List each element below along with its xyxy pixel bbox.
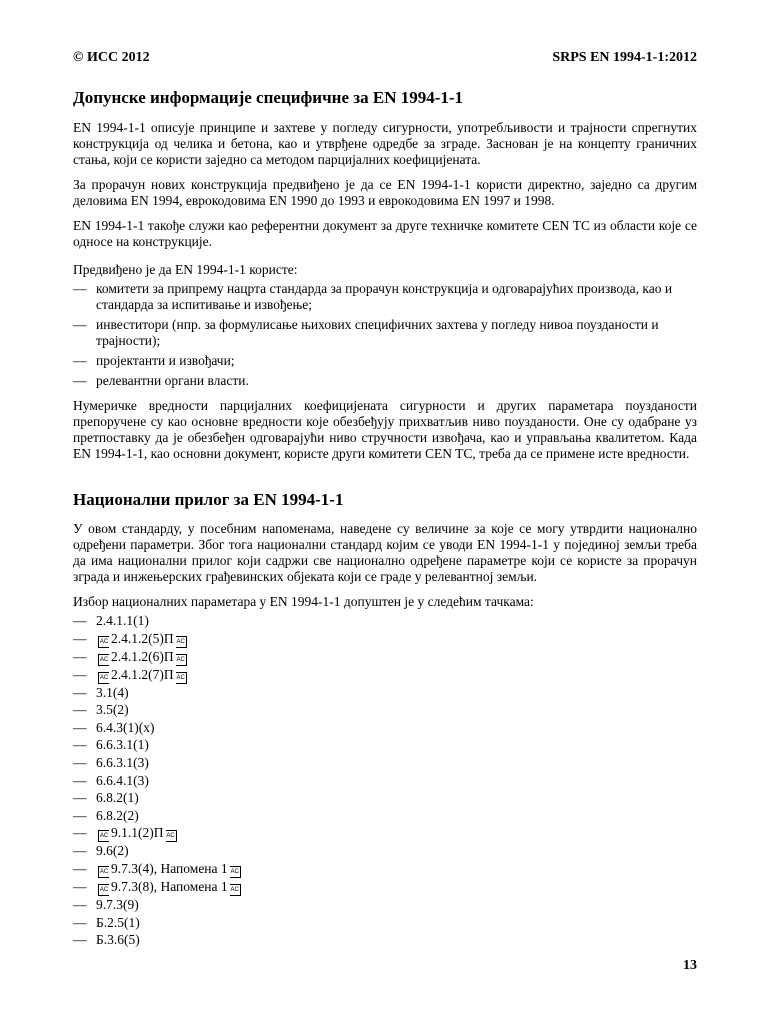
clauses-list: [73, 612, 697, 949]
list-item: — комитети за припрему нацрта стандарда за прорачун конструкција и одговарајућих производа, као и стандарда за испитивање и извођење;: [73, 281, 673, 312]
list-item: — AC 9.7.3(8), Напомена 1 AC: [73, 878, 239, 894]
clause-ref: 3.1(4): [96, 684, 129, 700]
paragraph-intended-users: Предвиђено је да EN 1994-1-1 користе:: [73, 262, 298, 277]
clause-ref: 9.1.1(2)П: [111, 825, 164, 841]
list-item: — AC 2.4.1.2(6)П AC: [73, 648, 185, 664]
clause-ref: Б.3.6(5): [96, 932, 140, 948]
list-item: — 6.6.3.1(3): [73, 754, 149, 770]
list-item: — 9.7.3(9): [73, 896, 139, 912]
list-item: — AC 9.1.1(2)П AC: [73, 825, 175, 841]
list-item: — 3.1(4): [73, 684, 129, 700]
ac-start-icon: AC: [98, 654, 109, 666]
list-item: — релевантни органи власти.: [73, 373, 249, 388]
clause-ref: 6.8.2(2): [96, 807, 139, 823]
list-item: — Б.3.6(5): [73, 932, 140, 948]
list-item: — 6.8.2(1): [73, 790, 139, 806]
users-list: [73, 281, 697, 393]
paragraph-scope: EN 1994-1-1 описује принципе и захтеве у погледу сигурности, употребљивости и трајности спрегнутих конструкција од челика и бетона, као и утврђене одредбе за зграде. Заснован је на концепту граничних стања, који се користи заједно са методом парцијалних коефицијената.: [73, 120, 697, 167]
list-item: — 2.4.1.1(1): [73, 613, 149, 628]
clause-ref: Б.2.5(1): [96, 914, 140, 930]
paragraph-reference-document: EN 1994-1-1 такође служи као референтни документ за друге техничке комитете CEN TC из области које се односе на конструкције.: [73, 218, 697, 249]
paragraph-numerical-values: Нумеричке вредности парцијалних коефицијената сигурности и других параметара поузданости препоручене су као основне вредности које обезбеђују прихватљив ниво поузданости. Оне су одабране уз претпоставку да је обезбеђен одговарајући ниво стручности извођача, као и управљања квалитетом. Када EN 1994-1-1, као основни документ, користе други комитети CEN TC, треба да се примене исте вредности.: [73, 398, 697, 461]
ac-start-icon: AC: [98, 866, 109, 878]
list-item: — AC 2.4.1.2(7)П AC: [73, 666, 185, 682]
ac-start-icon: AC: [98, 636, 109, 648]
section-title-national-annex: Национални прилог за EN 1994-1-1: [73, 490, 344, 509]
list-item: — AC 2.4.1.2(5)П AC: [73, 630, 185, 646]
page-header: [73, 50, 697, 70]
ac-start-icon: AC: [98, 884, 109, 896]
clause-ref: 9.7.3(8), Напомена 1: [111, 878, 228, 894]
list-item: — инвеститори (нпр. за формулисање њихових специфичних захтева у погледу нивоа поузданости и трајности);: [73, 317, 659, 348]
clause-ref: 2.4.1.2(6)П: [111, 648, 174, 664]
ac-end-icon: AC: [230, 866, 241, 878]
clause-ref: 2.4.1.2(7)П: [111, 666, 174, 682]
ac-end-icon: AC: [166, 830, 177, 842]
clause-ref: 9.7.3(4), Напомена 1: [111, 860, 228, 876]
paragraph-national-annex: У овом стандарду, у посебним напоменама, наведене су величине за које се могу утврдити национално одређени параметри. Због тога национални стандард којим се уводи EN 1994-1-1 у појединој земљи треба да има национални прилог који садржи све национално одређене параметре који се користе за прорачун зграда и инжењерских грађевинских објеката који се граде у релевантној земљи.: [73, 521, 697, 584]
ac-end-icon: AC: [230, 884, 241, 896]
clause-ref: 2.4.1.2(5)П: [111, 630, 174, 646]
clause-ref: 2.4.1.1(1): [96, 613, 149, 628]
clause-ref: 6.8.2(1): [96, 790, 139, 806]
clause-ref: 6.4.3(1)(х): [96, 719, 155, 735]
ac-end-icon: AC: [176, 636, 187, 648]
paragraph-new-structures: За прорачун нових конструкција предвиђено је да се EN 1994-1-1 користи директно, заједно са другим деловима EN 1994, еврокодовима EN 1990 до 1993 и еврокодовима EN 1997 и 1998.: [73, 177, 697, 208]
section-title-supplementary: Допунске информације специфичне за EN 1994-1-1: [73, 88, 464, 107]
clause-ref: 6.6.4.1(3): [96, 772, 149, 788]
clause-ref: 9.6(2): [96, 843, 129, 859]
ac-start-icon: AC: [98, 830, 109, 842]
clause-ref: 6.6.3.1(1): [96, 737, 149, 753]
list-item: — пројектанти и извођачи;: [73, 353, 235, 368]
list-item: — 6.6.3.1(1): [73, 737, 149, 753]
paragraph-clause-selection: Избор националних параметара у EN 1994-1-1 допуштен је у следећим тачкама:: [73, 594, 534, 609]
list-item: — 9.6(2): [73, 843, 129, 859]
list-item: — AC 9.7.3(4), Напомена 1 AC: [73, 860, 239, 876]
ac-end-icon: AC: [176, 672, 187, 684]
list-item: — 3.5(2): [73, 702, 129, 718]
ac-start-icon: AC: [98, 672, 109, 684]
copyright-label: © ИСС 2012: [73, 50, 150, 65]
list-item: — 6.8.2(2): [73, 807, 139, 823]
list-item: — 6.4.3(1)(х): [73, 719, 155, 735]
ac-end-icon: AC: [176, 654, 187, 666]
clause-ref: 3.5(2): [96, 702, 129, 718]
clause-ref: 9.7.3(9): [96, 896, 139, 912]
list-item: — Б.2.5(1): [73, 914, 140, 930]
list-item: — 6.6.4.1(3): [73, 772, 149, 788]
standard-code: SRPS EN 1994-1-1:2012: [552, 50, 697, 65]
page-number: 13: [683, 958, 697, 973]
clause-ref: 6.6.3.1(3): [96, 754, 149, 770]
